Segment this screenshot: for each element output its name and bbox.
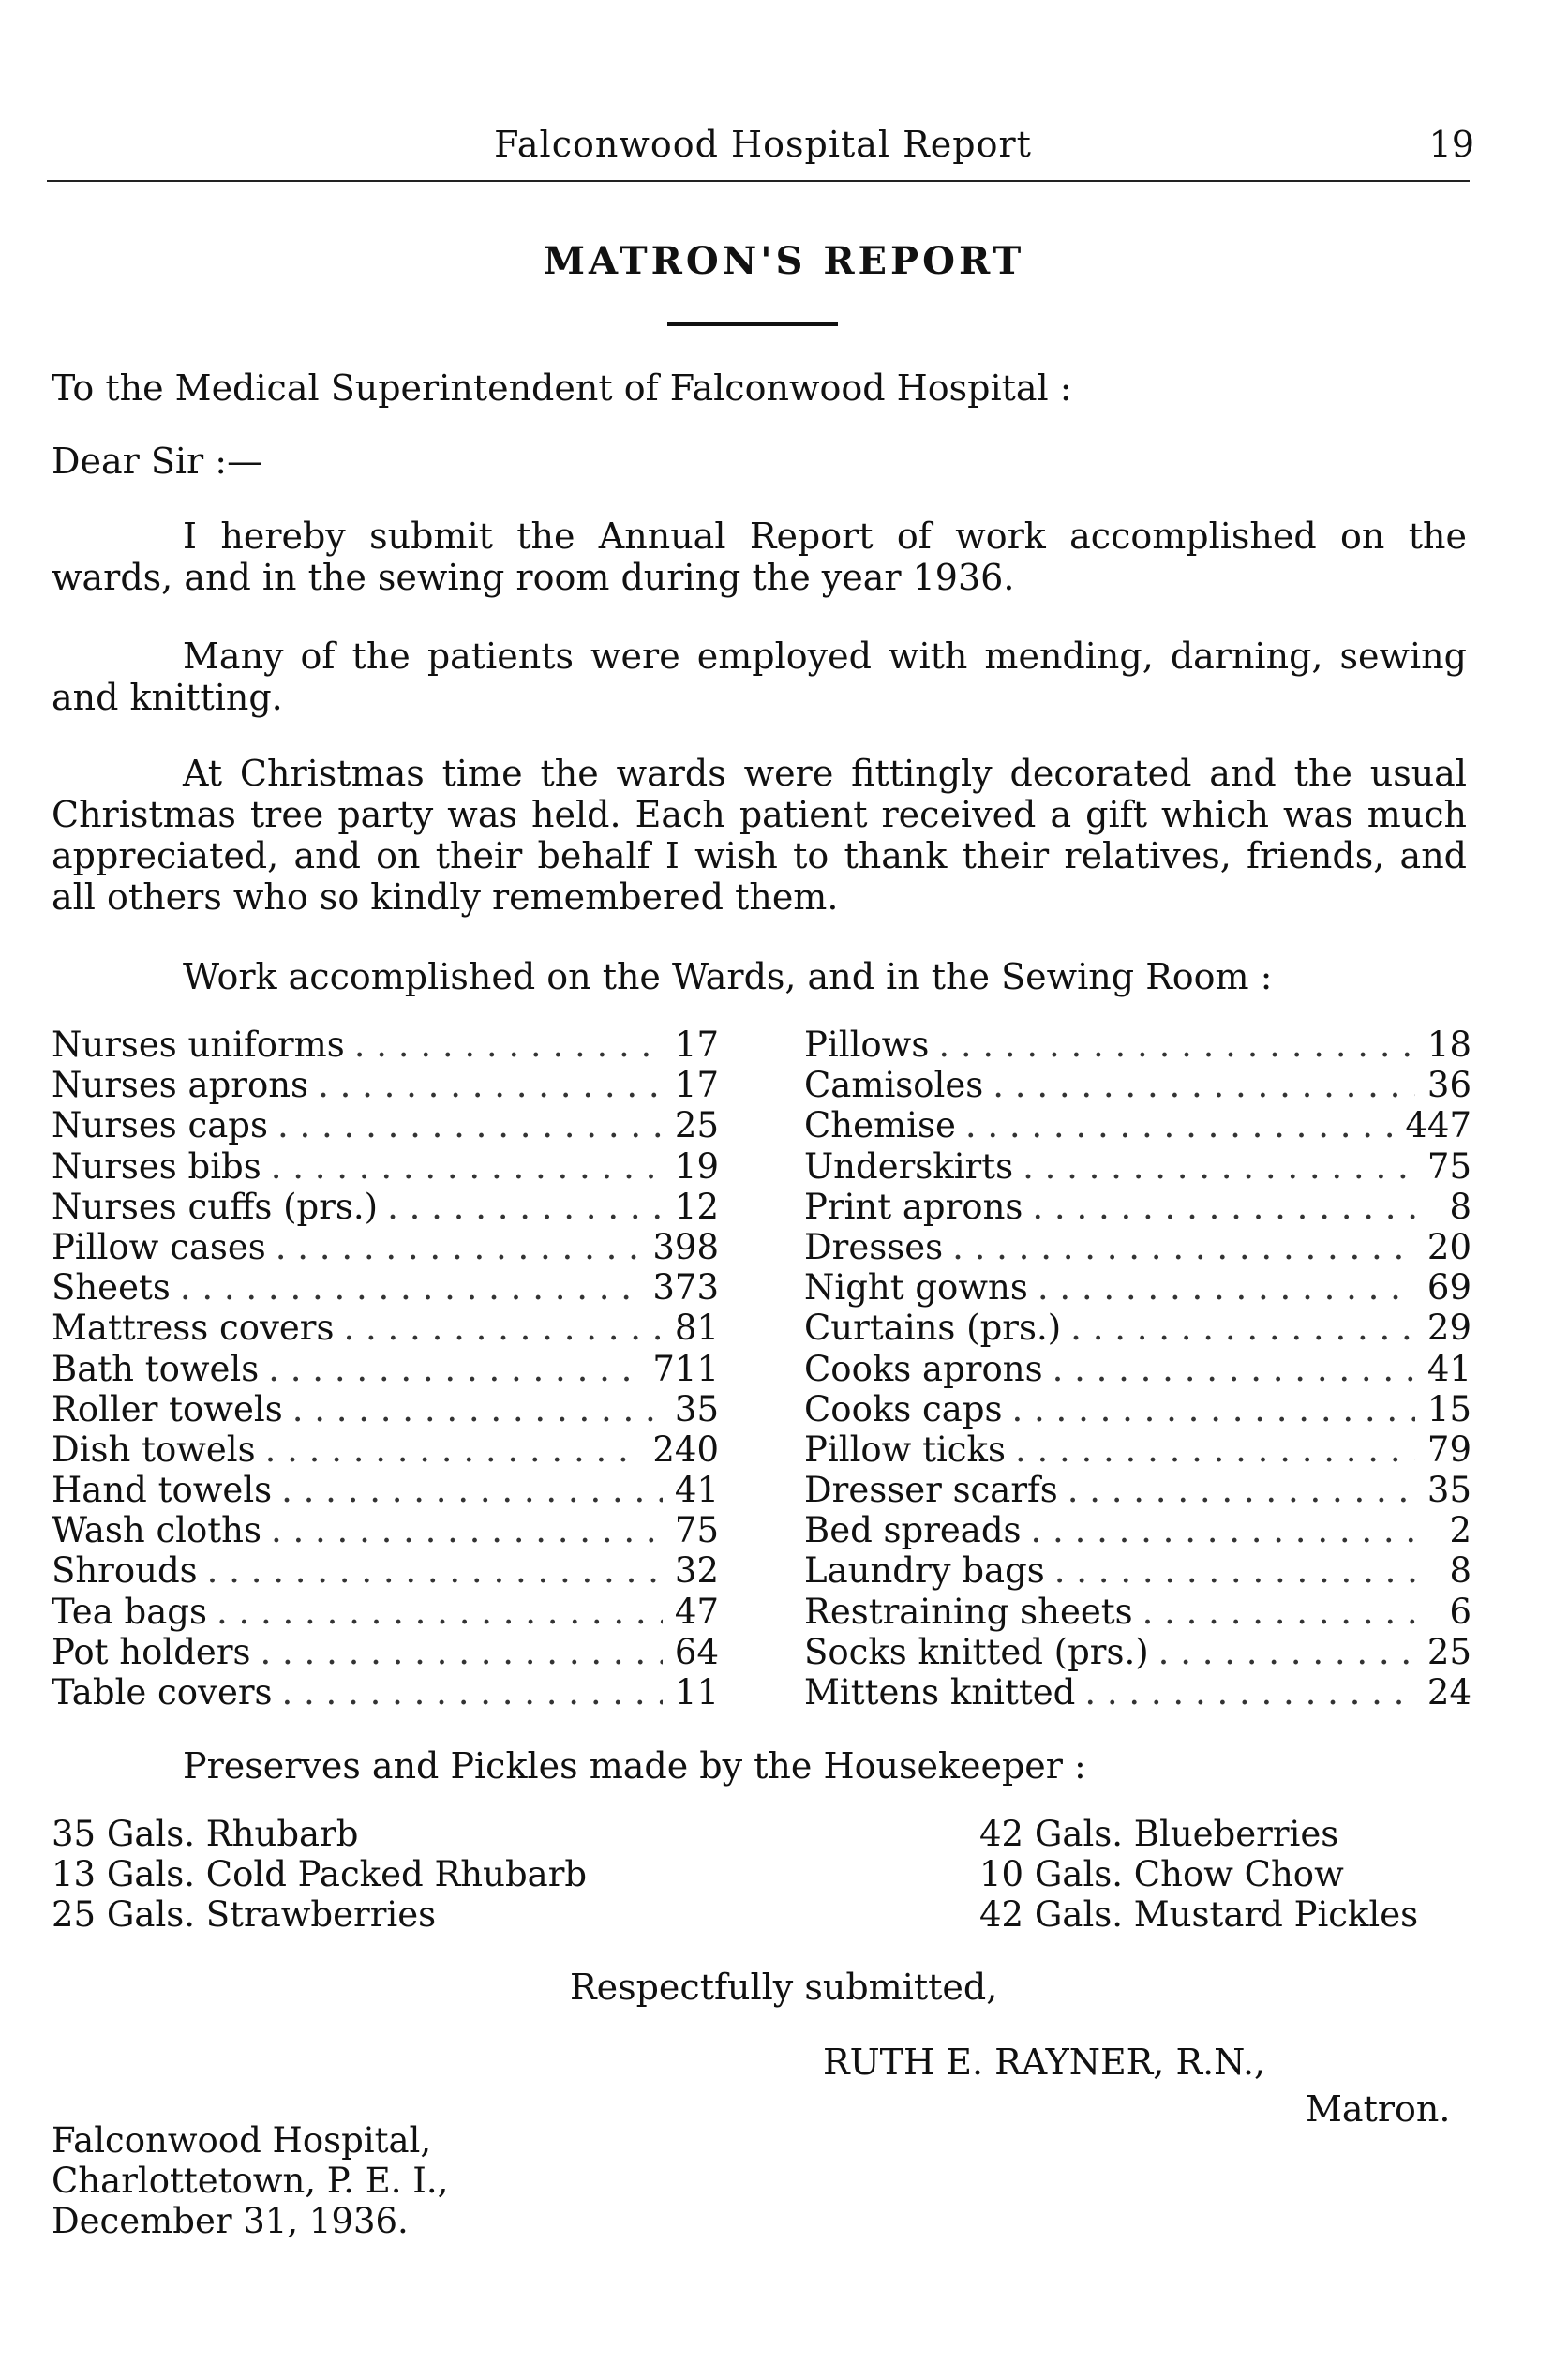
item-qty: 69: [1426, 1267, 1471, 1309]
list-item: [804, 1105, 1471, 1145]
list-item: 35 Gals. Rhubarb: [52, 1814, 359, 1854]
leader-dots: [387, 1187, 663, 1227]
item-name: Nurses aprons: [52, 1065, 309, 1106]
list-item: 13 Gals. Cold Packed Rhubarb: [52, 1854, 588, 1894]
list-item: [804, 1592, 1471, 1632]
item-qty: 35: [674, 1388, 719, 1429]
item-qty: 47: [674, 1591, 719, 1632]
item-qty: 41: [1426, 1348, 1471, 1389]
item-name: Nurses uniforms: [52, 1025, 345, 1065]
list-item: [52, 1025, 719, 1065]
item-name: Bath towels: [52, 1348, 260, 1389]
list-item: [52, 1227, 719, 1267]
leader-dots: [217, 1592, 663, 1632]
item-name: Camisoles: [804, 1065, 984, 1106]
item-qty: 20: [1426, 1226, 1471, 1267]
work-heading: Work accomplished on the Wards, and in the Sewing Room :: [183, 956, 1273, 997]
leader-dots: [1015, 1429, 1415, 1470]
preserves-heading: Preserves and Pickles made by the Housekeeper :: [183, 1745, 1086, 1787]
list-item: 25 Gals. Strawberries: [52, 1894, 437, 1935]
leader-dots: [1068, 1470, 1415, 1510]
item-qty: 15: [1426, 1388, 1471, 1429]
list-item: [52, 1470, 719, 1510]
leader-dots: [1031, 1510, 1415, 1550]
item-name: Pillow cases: [52, 1226, 266, 1267]
leader-dots: [265, 1429, 644, 1470]
greeting-line: Dear Sir :—: [52, 441, 263, 482]
item-qty: 6: [1449, 1591, 1471, 1632]
list-item: [52, 1429, 719, 1470]
item-name: Dresses: [804, 1226, 944, 1267]
preserves-list-right: [979, 1814, 1418, 1935]
item-qty: 79: [1426, 1429, 1471, 1470]
list-item: [804, 1429, 1471, 1470]
leader-dots: [938, 1025, 1415, 1065]
item-name: Pot holders: [52, 1631, 251, 1672]
leader-dots: [271, 1146, 663, 1187]
item-qty: 75: [1426, 1145, 1471, 1187]
address-block: [52, 2120, 448, 2241]
item-qty: 17: [674, 1025, 719, 1065]
leader-dots: [965, 1105, 1396, 1145]
item-qty: 81: [674, 1308, 719, 1349]
leader-dots: [1054, 1550, 1415, 1591]
item-qty: 35: [1426, 1470, 1471, 1511]
item-name: Shrouds: [52, 1550, 198, 1592]
item-name: Chemise: [804, 1105, 956, 1146]
leader-dots: [1012, 1389, 1416, 1429]
item-qty: 17: [674, 1065, 719, 1106]
item-qty: 19: [674, 1145, 719, 1187]
item-name: Nurses cuffs (prs.): [52, 1186, 379, 1227]
paragraph-1: I hereby submit the Annual Report of work accomplished on the wards, and in the sewing room during the year 1936.: [52, 516, 1467, 598]
list-item: [804, 1065, 1471, 1105]
list-item: [804, 1267, 1471, 1308]
item-name: Cooks aprons: [804, 1348, 1043, 1389]
item-qty: 8: [1449, 1186, 1471, 1227]
item-qty: 25: [674, 1105, 719, 1146]
leader-dots: [1038, 1267, 1415, 1308]
leader-dots: [1032, 1187, 1415, 1227]
closing-line: Respectfully submitted,: [570, 1967, 998, 2008]
item-name: Hand towels: [52, 1470, 273, 1511]
list-item: [52, 1105, 719, 1145]
item-qty: 8: [1449, 1550, 1471, 1592]
leader-dots: [180, 1267, 644, 1308]
list-item: [52, 1550, 719, 1591]
item-qty: 29: [1426, 1308, 1471, 1349]
leader-dots: [354, 1025, 663, 1065]
list-item: [52, 1632, 719, 1672]
list-item: [52, 1510, 719, 1550]
list-item: 42 Gals. Mustard Pickles: [979, 1894, 1419, 1935]
leader-dots: [952, 1227, 1415, 1267]
preserves-list-left: [52, 1814, 587, 1935]
list-item: 10 Gals. Chow Chow: [979, 1854, 1344, 1894]
leader-dots: [993, 1065, 1415, 1105]
item-name: Nurses bibs: [52, 1145, 261, 1187]
list-item: [52, 1187, 719, 1227]
item-qty: 41: [674, 1470, 719, 1511]
item-qty: 75: [674, 1510, 719, 1551]
item-qty: 24: [1426, 1672, 1471, 1713]
paragraph-3: At Christmas time the wards were fittingly decorated and the usual Christmas tree party was held. Each patient received a gift which was much appreciated, and on their behalf I wish to thank their relatives, friends, and all others who so kindly remembered them.: [52, 753, 1467, 918]
list-item: [52, 1592, 719, 1632]
leader-dots: [1070, 1308, 1415, 1348]
item-name: Wash cloths: [52, 1510, 261, 1551]
leader-dots: [1084, 1672, 1415, 1713]
item-qty: 12: [674, 1186, 719, 1227]
leader-dots: [343, 1308, 663, 1348]
item-name: Mittens knitted: [804, 1672, 1076, 1713]
list-item: [804, 1349, 1471, 1389]
leader-dots: [292, 1389, 663, 1429]
list-item: [804, 1550, 1471, 1591]
work-list-right: [804, 1025, 1471, 1713]
item-qty: 18: [1426, 1025, 1471, 1065]
item-qty: 398: [652, 1226, 719, 1267]
leader-dots: [1158, 1632, 1415, 1672]
list-item: [804, 1632, 1471, 1672]
signature-title: Matron.: [1306, 2088, 1451, 2130]
item-name: Dish towels: [52, 1429, 256, 1470]
list-item: [804, 1389, 1471, 1429]
leader-dots: [282, 1672, 663, 1713]
signature-name: RUTH E. RAYNER, R.N.,: [823, 2042, 1266, 2083]
leader-dots: [1023, 1146, 1415, 1187]
item-name: Curtains (prs.): [804, 1308, 1062, 1349]
item-name: Underskirts: [804, 1145, 1014, 1187]
leader-dots: [277, 1105, 663, 1145]
item-name: Print aprons: [804, 1186, 1023, 1227]
work-list-left: [52, 1025, 719, 1713]
page-header: [52, 124, 1474, 171]
paragraph-2: Many of the patients were employed with mending, darning, sewing and knitting.: [52, 636, 1467, 718]
item-qty: 711: [652, 1348, 719, 1389]
address-line: Falconwood Hospital,: [52, 2120, 432, 2161]
item-name: Restraining sheets: [804, 1591, 1133, 1632]
list-item: [804, 1510, 1471, 1550]
title-divider: [667, 322, 838, 326]
list-item: [804, 1025, 1471, 1065]
item-name: Nurses caps: [52, 1105, 268, 1146]
item-qty: 64: [674, 1631, 719, 1672]
leader-dots: [271, 1510, 663, 1550]
header-divider: [47, 180, 1470, 182]
list-item: [804, 1308, 1471, 1348]
list-item: [804, 1470, 1471, 1510]
list-item: [52, 1349, 719, 1389]
item-qty: 373: [652, 1267, 719, 1309]
item-name: Bed spreads: [804, 1510, 1022, 1551]
list-item: [52, 1308, 719, 1348]
list-item: [804, 1227, 1471, 1267]
item-name: Cooks caps: [804, 1388, 1003, 1429]
item-qty: 36: [1426, 1065, 1471, 1106]
list-item: [52, 1672, 719, 1713]
list-item: [52, 1267, 719, 1308]
leader-dots: [261, 1632, 664, 1672]
page-number: 19: [1428, 124, 1474, 165]
item-name: Pillows: [804, 1025, 930, 1065]
address-line: Charlottetown, P. E. I.,: [52, 2161, 449, 2201]
item-qty: 32: [674, 1550, 719, 1592]
item-name: Table covers: [52, 1672, 273, 1713]
item-name: Tea bags: [52, 1591, 207, 1632]
list-item: [804, 1187, 1471, 1227]
report-title: MATRON'S REPORT: [543, 239, 1025, 283]
item-qty: 11: [674, 1672, 719, 1713]
item-name: Sheets: [52, 1267, 171, 1309]
list-item: [804, 1672, 1471, 1713]
item-name: Night gowns: [804, 1267, 1028, 1309]
leader-dots: [1142, 1592, 1415, 1632]
list-item: 42 Gals. Blueberries: [979, 1814, 1339, 1854]
list-item: [52, 1146, 719, 1187]
item-name: Socks knitted (prs.): [804, 1631, 1149, 1672]
list-item: [52, 1389, 719, 1429]
item-name: Pillow ticks: [804, 1429, 1006, 1470]
item-qty: 25: [1426, 1631, 1471, 1672]
item-name: Dresser scarfs: [804, 1470, 1058, 1511]
item-name: Laundry bags: [804, 1550, 1045, 1592]
leader-dots: [276, 1227, 644, 1267]
item-qty: 447: [1405, 1105, 1471, 1146]
list-item: [804, 1146, 1471, 1187]
item-qty: 240: [652, 1429, 719, 1470]
leader-dots: [268, 1349, 643, 1389]
leader-dots: [207, 1550, 663, 1591]
list-item: [52, 1065, 719, 1105]
addressee-line: To the Medical Superintendent of Falconwood Hospital :: [52, 367, 1072, 409]
leader-dots: [318, 1065, 663, 1105]
item-name: Roller towels: [52, 1388, 283, 1429]
item-name: Mattress covers: [52, 1308, 335, 1349]
leader-dots: [1053, 1349, 1415, 1389]
item-qty: 2: [1449, 1510, 1471, 1551]
running-title: Falconwood Hospital Report: [494, 124, 1032, 165]
leader-dots: [281, 1470, 663, 1510]
address-line: December 31, 1936.: [52, 2201, 409, 2241]
